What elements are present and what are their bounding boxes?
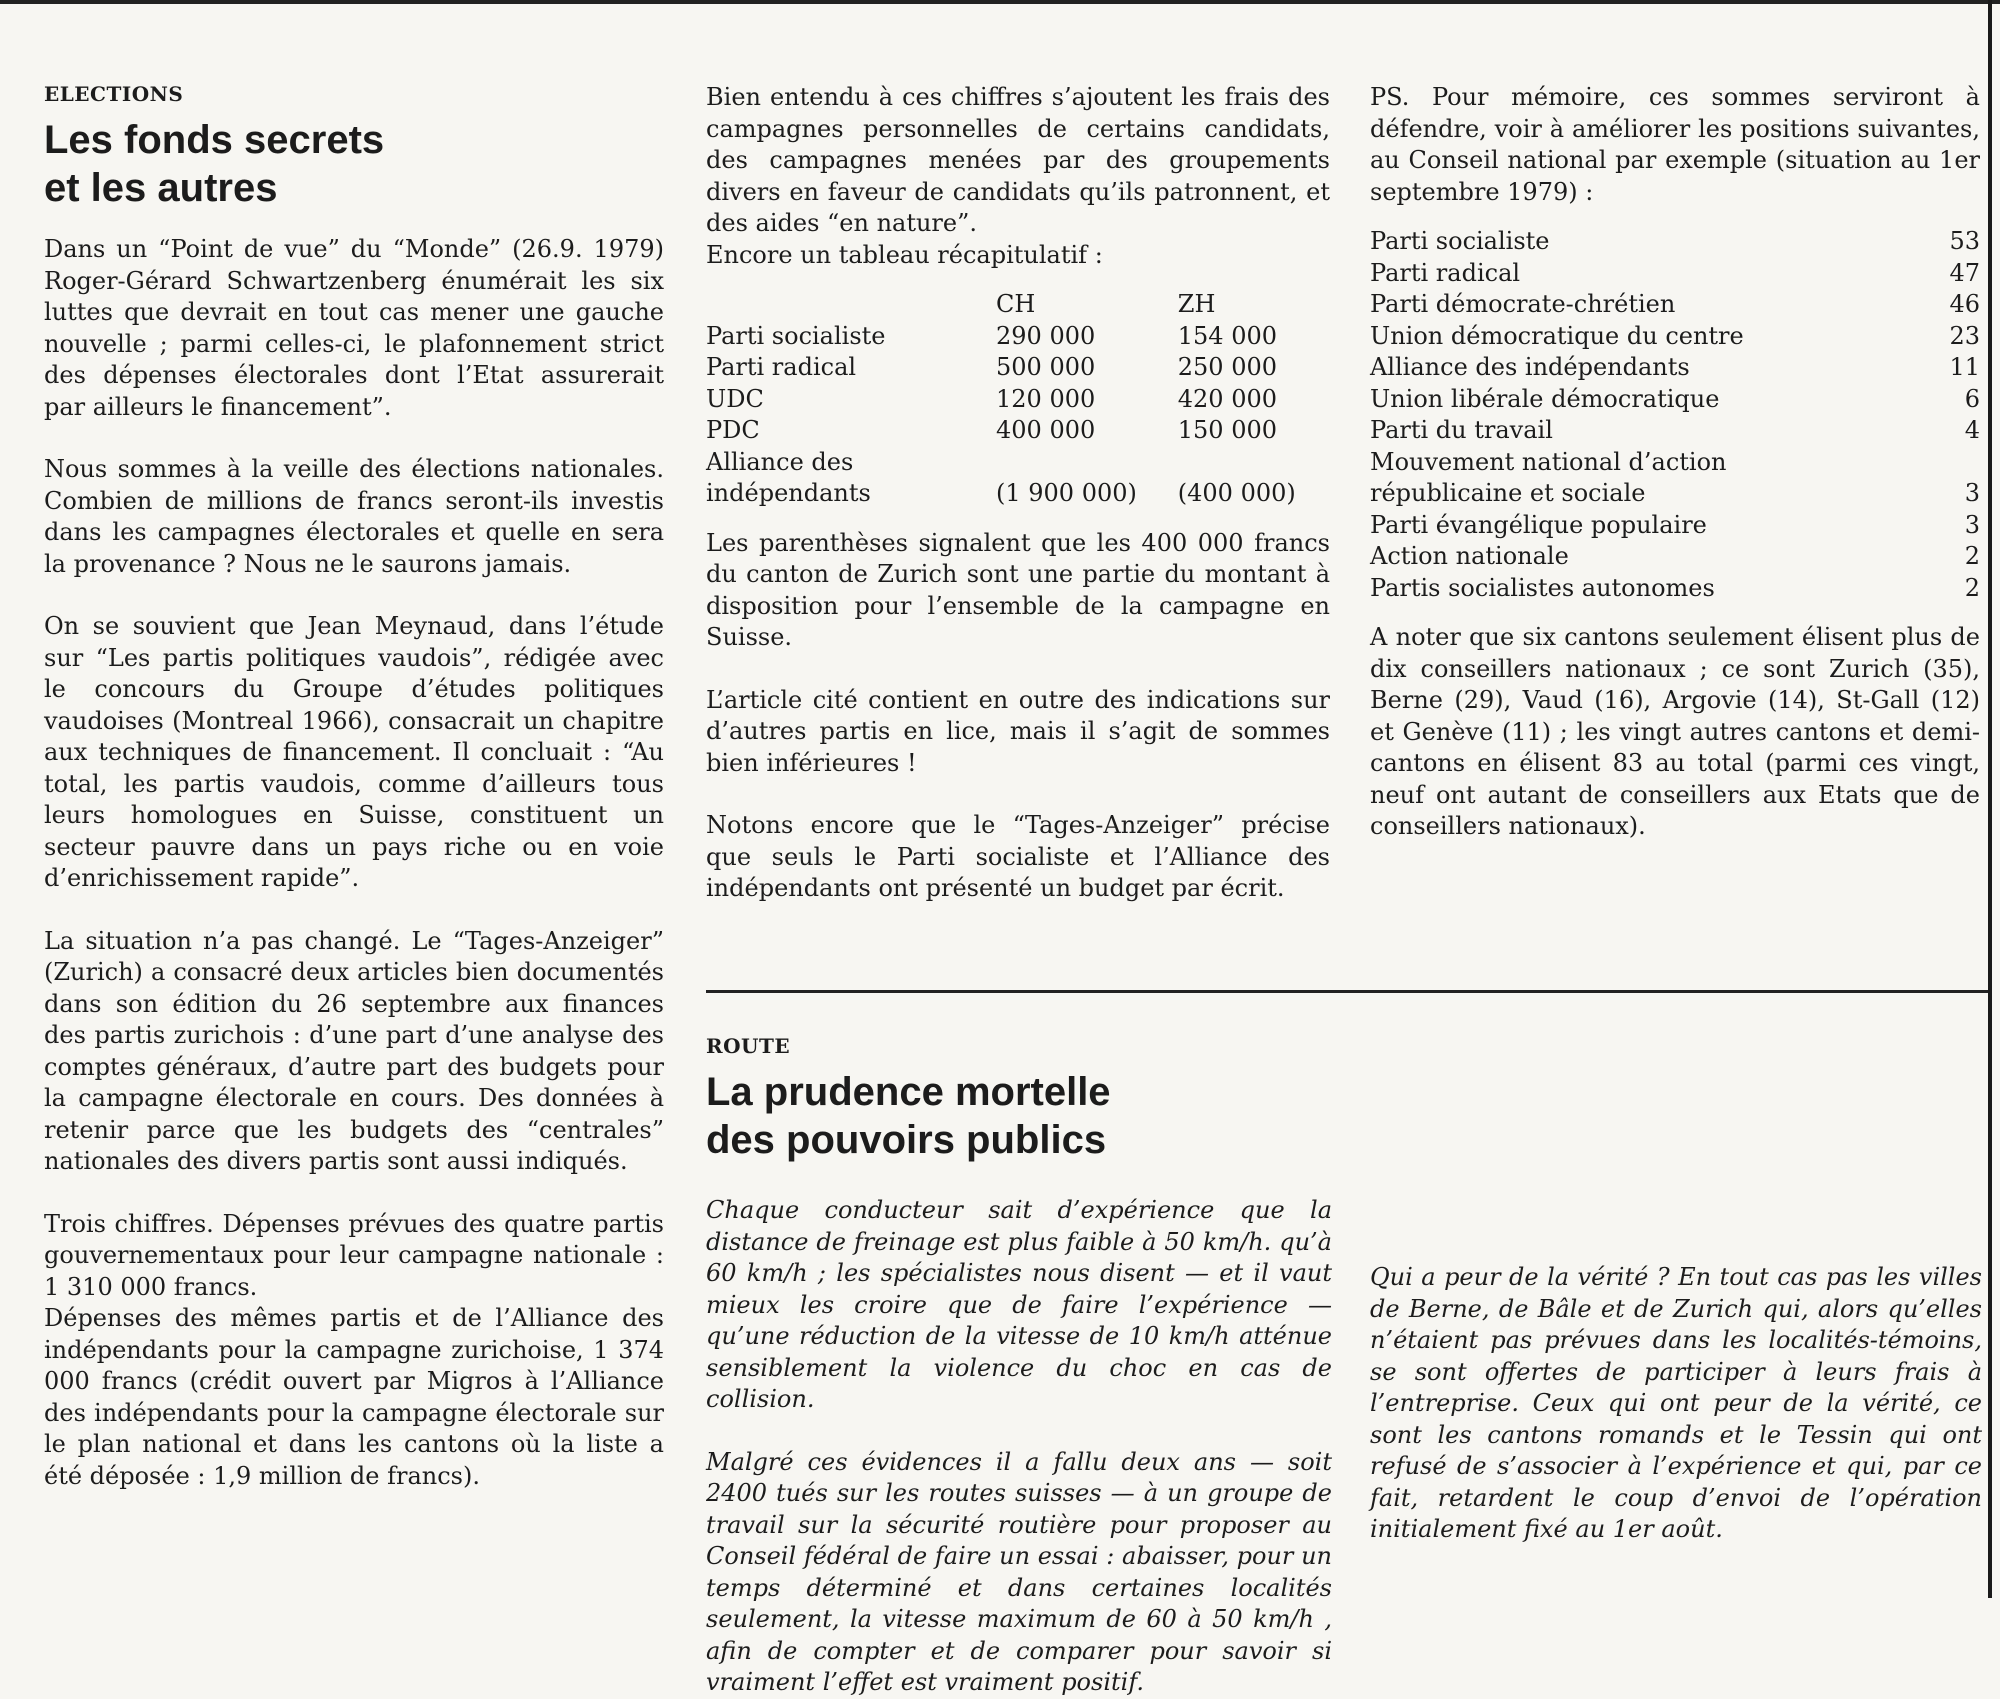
table-row <box>1370 447 1980 479</box>
article1-paragraph-1: Dans un “Point de vue” du “Monde” (26.9. 1979) Roger-Gérard Schwartzenberg énumérait les six luttes que devrait en tout cas mener une gauche nouvelle ; parmi celles-ci, le plafonnement strict des dépenses électorales dont l’Etat assurerait par ailleurs le financement”. <box>44 235 664 421</box>
seats-party: Parti radical <box>1370 258 1521 287</box>
article1-paragraph-12: PS. Pour mémoire, ces sommes serviront à défendre, voir à améliorer les positions suivantes, au Conseil national par exemple (situation au 1er septembre 1979) : <box>1370 83 1980 206</box>
budget-zh-value: (400 000) <box>1177 479 1296 507</box>
section-divider <box>706 990 1988 993</box>
budget-party: Parti radical <box>706 353 857 381</box>
budget-zh-value: 420 000 <box>1177 384 1278 413</box>
budget-ch-value: (1 900 000) <box>996 479 1137 507</box>
article1-paragraph-8: Encore un tableau récapitulatif : <box>706 240 1103 269</box>
article1-paragraph-7: Bien entendu à ces chiffres s’ajoutent les frais des campagnes personnelles de certains candidats, des campagnes menées par des groupements divers en faveur de candidats qu’ils patronnent, et des aides “en nature”. <box>706 83 1330 237</box>
article1-column-1 <box>44 82 664 1492</box>
budget-zh-value: 154 000 <box>1177 321 1278 350</box>
budget-party: indépendants <box>706 479 871 507</box>
article1-title <box>44 116 664 212</box>
table-row <box>706 478 1330 510</box>
budget-header-zh: ZH <box>1177 290 1216 318</box>
seats-table <box>1370 226 1980 604</box>
seats-count: 46 <box>1949 290 1980 318</box>
budget-table <box>706 289 1330 510</box>
seats-count: 2 <box>1964 542 1980 570</box>
article2-column-2 <box>1370 1262 1982 1546</box>
article1-paragraph-5: Trois chiffres. Dépenses prévues des quatre partis gouvernementaux pour leur campagne nationale : 1 310 000 francs. <box>44 1209 664 1301</box>
seats-count: 3 <box>1964 479 1980 507</box>
budget-party: Alliance des <box>706 447 854 476</box>
budget-ch-value: 500 000 <box>996 353 1096 381</box>
table-row <box>1370 226 1980 258</box>
table-row <box>1370 573 1980 605</box>
seats-party: Partis socialistes autonomes <box>1370 573 1715 602</box>
table-row <box>706 321 1330 353</box>
budget-table-header <box>706 289 1330 321</box>
seats-count: 3 <box>1964 510 1980 539</box>
seats-party: Union libérale démocratique <box>1370 384 1720 413</box>
seats-count: 11 <box>1949 353 1980 381</box>
budget-zh-value: 250 000 <box>1177 353 1278 381</box>
budget-ch-value <box>996 447 1178 479</box>
seats-count: 2 <box>1964 573 1980 602</box>
article2-title-line-1: La prudence mortelle <box>706 1070 1111 1114</box>
article1-column-2 <box>706 82 1330 905</box>
article2-paragraph-3: Qui a peur de la vérité ? En tout cas pas les villes de Berne, de Bâle et de Zurich qui, alors qu’elles n’étaient pas prévues dans les localités-témoins, se sont offertes de participer à leurs frais à l’entreprise. Ceux qui ont peur de la vérité, ce sont les cantons romands et le Tessin qui ont refusé de s’associer à l’expérience et qui, par ce fait, retardent le coup d’envoi de l’opération initialement fixé au 1er août. <box>1370 1263 1982 1543</box>
article1-paragraph-10: L’article cité contient en outre des indications sur d’autres partis en lice, mais il s’agit de sommes bien inférieures ! <box>706 685 1330 777</box>
article2-paragraph-2: Malgré ces évidences il a fallu deux ans — soit 2400 tués sur les routes suisses — à un groupe de travail sur la sécurité routière pour proposer au Conseil fédéral de faire un essai : abaisser, pour un temps déterminé et dans certaines localités seulement, la vitesse maximum de 60 à 50 km/h , afin de compter et de comparer pour savoir si vraiment l’effet est vraiment positif. <box>706 1447 1332 1696</box>
article1-paragraph-2: Nous sommes à la veille des élections nationales. Combien de millions de francs seront-ils investis dans les campagnes électorales et quelle en sera la provenance ? Nous ne le saurons jamais. <box>44 455 664 578</box>
article2-paragraph-1: Chaque conducteur sait d’expérience que la distance de freinage est plus faible à 50 km/h. qu’à 60 km/h ; les spécialistes nous disent — et il vaut mieux les croire que de faire l’expérience — qu’une réduction de la vitesse de 10 km/h atténue sensiblement la violence du choc en cas de collision. <box>706 1196 1332 1413</box>
budget-ch-value: 400 000 <box>996 416 1096 444</box>
table-row <box>1370 415 1980 447</box>
seats-count: 47 <box>1949 258 1980 287</box>
table-row <box>1370 321 1980 353</box>
table-row <box>1370 510 1980 542</box>
article1-kicker: ELECTIONS <box>44 82 184 106</box>
article1-column-3 <box>1370 82 1980 843</box>
budget-zh-value: 150 000 <box>1177 416 1278 444</box>
table-row <box>1370 384 1980 416</box>
article1-paragraph-3: On se souvient que Jean Meynaud, dans l’étude sur “Les partis politiques vaudois”, rédigée avec le concours du Groupe d’études politiques vaudoises (Montreal 1966), consacrait un chapitre aux techniques de financement. Il concluait : “Au total, les partis vaudois, comme d’ailleurs tous leurs homologues en Suisse, constituent un secteur pauvre dans un pays riche ou en voie d’enrichissement rapide”. <box>44 612 664 892</box>
seats-count <box>1940 447 1980 479</box>
table-row <box>706 352 1330 384</box>
article2-kicker: ROUTE <box>706 1034 791 1058</box>
budget-party: Parti socialiste <box>706 321 886 350</box>
seats-count: 6 <box>1964 384 1980 413</box>
article1-paragraph-11: Notons encore que le “Tages-Anzeiger” précise que seuls le Parti socialiste et l’Alliance des indépendants ont présenté un budget par écrit. <box>706 811 1330 902</box>
budget-ch-value: 120 000 <box>996 384 1096 413</box>
table-row <box>1370 258 1980 290</box>
article2-title <box>706 1068 1332 1164</box>
table-row <box>706 384 1330 416</box>
page-right-edge <box>1988 0 1992 1598</box>
budget-zh-value <box>1178 447 1330 479</box>
seats-count: 4 <box>1964 416 1980 444</box>
table-row <box>706 447 1330 479</box>
budget-party: UDC <box>706 384 764 413</box>
table-row <box>1370 478 1980 510</box>
article1-paragraph-6: Dépenses des mêmes partis et de l’Alliance des indépendants pour la campagne zurichoise, 1 374 000 francs (crédit ouvert par Migros à l’Alliance des indépendants pour la campagne électorale sur le plan national et dans les cantons où la liste a été déposée : 1,9 million de francs). <box>44 1304 664 1490</box>
seats-party: républicaine et sociale <box>1370 479 1646 507</box>
budget-ch-value: 290 000 <box>996 321 1096 350</box>
seats-party: Union démocratique du centre <box>1370 321 1744 350</box>
table-row <box>706 415 1330 447</box>
seats-party: Parti démocrate-chrétien <box>1370 290 1676 318</box>
seats-party: Action nationale <box>1370 542 1569 570</box>
seats-count: 53 <box>1949 227 1980 255</box>
article2-column-1 <box>706 1034 1332 1699</box>
seats-party: Parti socialiste <box>1370 227 1550 255</box>
budget-header-ch: CH <box>996 290 1036 318</box>
seats-party: Parti du travail <box>1370 416 1553 444</box>
seats-party: Mouvement national d’action <box>1370 447 1727 476</box>
seats-party: Parti évangélique populaire <box>1370 510 1707 539</box>
article2-title-line-2: des pouvoirs publics <box>706 1118 1107 1162</box>
table-row <box>1370 289 1980 321</box>
table-row <box>1370 541 1980 573</box>
page-top-rule <box>0 0 2000 4</box>
article1-title-line-2: et les autres <box>44 166 278 210</box>
article1-paragraph-4: La situation n’a pas changé. Le “Tages-Anzeiger” (Zurich) a consacré deux articles bien documentés dans son édition du 26 septembre aux finances des partis zurichois : d’une part d’une analyse des comptes généraux, d’autre part des budgets pour la campagne électorale en cours. Des données à retenir parce que les budgets des “centrales” nationales des divers partis sont aussi indiqués. <box>44 926 664 1175</box>
budget-party: PDC <box>706 416 760 444</box>
seats-count: 23 <box>1949 321 1980 350</box>
article1-paragraph-13: A noter que six cantons seulement élisent plus de dix conseillers nationaux ; ce sont Zurich (35), Berne (29), Vaud (16), Argovie (14), St-Gall (12) et Genève (11) ; les vingt autres cantons et demi-cantons en élisent 83 au total (parmi ces vingt, neuf ont autant de conseillers aux Etats que de conseillers nationaux). <box>1370 623 1980 840</box>
article1-paragraph-9: Les parenthèses signalent que les 400 000 francs du canton de Zurich sont une partie du montant à disposition pour l’ensemble de la campagne en Suisse. <box>706 528 1330 651</box>
table-row <box>1370 352 1980 384</box>
article1-title-line-1: Les fonds secrets <box>44 118 385 162</box>
seats-party: Alliance des indépendants <box>1370 353 1690 381</box>
